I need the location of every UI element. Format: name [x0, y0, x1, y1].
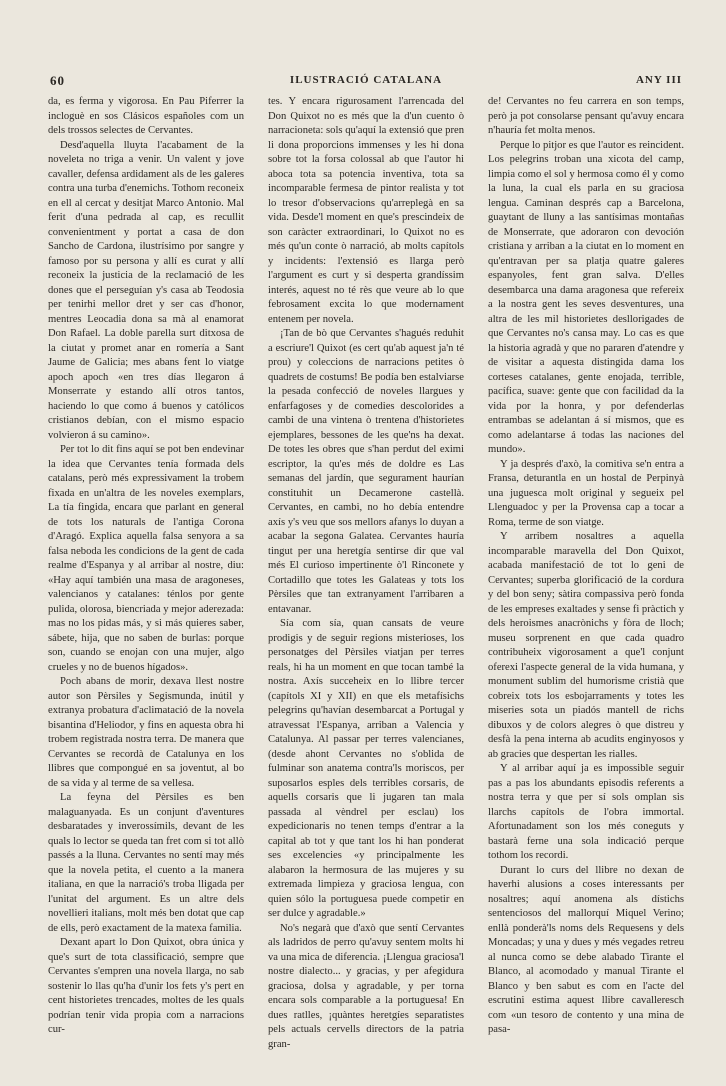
- paragraph: Desd'aquella lluyta l'acabament de la noveleta no triga a venir. Un valent y jove cavaller, defensa ardidament als de les galeres contra una turba d'enemichs. Tothom reconeix en ell al cercat y desitjat Marco Antonio. Mal ferit d'una pedrada al cap, es recullit convenientment y portat a casa de don Sancho de Cardona, ilustrísimo por sangre y famoso por su persona y allí es curat y allí reconeix la justicia de la reclamació de les dones que el perseguían y's casa ab Teodosia per tenirhi mellor dret y ser cas d'honor, mentres Leocadia dona sa mà al enamorat Don Rafael. La doble parella surt ditxosa de la ciutat y promet anar en romería a Sant Jaume de Galicia; mes abans fent lo viatge apoch apoch «en tres días llegaron á Monserrate y estando allí otros tantos, haciendo lo que como á buenos y católicos cristianos debían, con el mismo espacio volvieron á su camino».: [48, 139, 244, 441]
- paragraph: Dexant apart lo Don Quixot, obra única y que's surt de tota classificació, sempre que Cervantes s'empren una novela llarga, no sab sostenir lo llas qu'ha d'unir los fets y's pert en cent historietes trencades, moltes de les quals podrían tenir vida propia com a narracions cur-: [48, 937, 244, 1035]
- volume-year: ANY III: [635, 74, 682, 86]
- paragraph: Poch abans de morir, dexava llest nostre autor son Pèrsiles y Segismunda, inútil y extranya probatura d'aclimatació de la novela bisantina d'Heliodor, y fins en aquesta obra hi trobem registrada nostra terra. De manera que Cervantes se recordà de Catalunya en los llibres que compongué en sa joventut, al bo de sa vida y al terme de sa vellesa.: [48, 676, 244, 789]
- paragraph: Sía com sía, quan cansats de veure prodigis y de seguir regions misterioses, los personatges del Pèrsiles viatjan per terres reals, hi ha un moment en que tocan també la nostra. Axís succeheix en lo llibre tercer (capítols XI y XII) en que els metafísichs pelegrins qu'havían desembarcat a Portugal y atravessat l'Espanya, arriban a Valencia y Catalunya. Al passar per terres valencianes, (desde ahont Cervantes no s'oblida de fulminar son anatema contra'ls moriscos, per suposarlos esples dels terribles corsaris, de aquells corsaris que li jugaren tan mala passada al vèndrel per esclau) los expedicionaris no tenen temps d'entrar a la capital ab tot y que tant los hi han ponderat ses excelencies «y principalmente les alabaron la hermosura de las mujeres y su extremada limpieza y graciosa lengua, con quien sólo la portuguesa puede competir en ser dulce y agradable.»: [268, 618, 464, 919]
- column-right: [488, 95, 684, 1070]
- page-number: 60: [50, 73, 65, 88]
- paragraph: Perque lo pitjor es que l'autor es reincident. Los pelegrins troban una xicota del camp, limpia como el sol y hermosa como él y como la luna, la cual els parla en su graciosa lengua. Caminan després cap a Barcelona, guaytant de lluny a las santísimas montañas de Monserrate, que adoraron con devoción cristiana y arriban a la ciutat en lo moment en qu'entravan per sa platja quatre galeres espanyoles, fent gran salva. D'elles desembarca una dama aragonesa que refereix a la nostra gent les seves desventures, una altra de les mil historietes desllorigades de que Cervantes no's cansa may. Lo cas es que la historia agradà y que no pararen d'atendre y de visitar a aquesta distingida dama los corteses catalanes, gente enojada, terrible, pacífica, suave: gente que con facilidad da la vida por la honra, y por defenderlas entrambas se adelantan á sí mismos, que es como adelantarse á todas las naciones del mundo».: [488, 139, 684, 455]
- paragraph: Durant lo curs del llibre no dexan de haverhi alusions a coses interessants per nosaltres; aquí anomena als dístichs sentenciosos del mallorquí Miquel Verino; enllà ponderà'ls noms dels Requesens y dels Moncadas; y una y dues y més vegades retreu al nunca como se debe alabado Tirante el Blanco, al acomodado y manual Tirante el Blanco y ben sabut es com en l'acte del escrutini estima aquest llibre cavalleresch com «un tesoro de contento y una mina de pasa-: [488, 864, 684, 1035]
- publication-title: ILUSTRACIÓ CATALANA: [289, 74, 443, 86]
- paragraph: Y arribem nosaltres a aquella incomparable maravella del Don Quixot, acabada manifestació de tot lo geni de Cervantes; superba glorificació de la cordura y del bon seny; sàtira compassiva però fonda de les empreses exaltades y sense fi pràctich y dels heroismes anacrònichs y fòra de lloch; museu sorprenent en que cada quadro contribuheix vigorosament a que'l conjunt oferexi l'aspecte general de la vida humana, y monument sublim del humorisme cristià que cobreix tots los esbojarraments y totes les miseries sota un piadós mantell de richs dibuxos y de colors alegres ò que distreu y desfà la pena interna ab acudits enginyosos y ab gracies que despertan les rialles.: [488, 531, 684, 760]
- paragraph: Per tot lo dit fins aquí se pot ben endevinar la idea que Cervantes tenía formada dels catalans, però més expressivament la trobem fixada en un'altra de les noveles exemplars, La tía fingida, encara que parlant en general de tots los naturals de l'antiga Corona d'Aragó. Explica aquella falsa senyora a sa falsa neboda les condicions de la gent de cada realme d'Espanya y al arribar al nostre, diu: «Hay aquí también una masa de aragoneses, valencianos y catalanes: ténlos por gente pulida, olorosa, biencriada y mejor aderezada: mas no los pidas más, y si más quieres saber, sábete, hija, que no saben de burlas: porque son, cuando se enojan con una mujer, algo crueles y no de buenos hígados».: [48, 444, 244, 673]
- paragraph: No's negarà que d'axò que sentí Cervantes als ladridos de perro qu'avuy sentem molts hi va una mica de diferencia. ¡Llengua graciosa'l nostre dialecto... y gracias, y per afegidura graciosa, dolsa y agradable, y per torna encara sols comparable a la portuguesa! En dues ratlles, ¡quàntes heretgíes separatistes pels actuals cervells directors de la patria gran-: [268, 922, 464, 1050]
- running-header: [50, 73, 682, 89]
- paragraph: da, es ferma y vigorosa. En Pau Piferrer la incloguè en sos Clásicos españoles com un dels trossos selectes de Cervantes.: [48, 96, 244, 136]
- paragraph: La feyna del Pèrsiles es ben malaguanyada. Es un conjunt d'aventures desbaratades y inverossímils, devant de les quals lo lector se queda tan fret com si tot allò passés a la lluna. Cervantes no sentí may més que la novela petita, el cuento a la manera italiana, en que la narració's troba lligada per l'unitat del argument. Es un altre dels novellieri italians, molt més ben dotat que cap de ells, però exactament de la matexa familia.: [48, 792, 244, 934]
- column-left: [48, 95, 244, 1070]
- paragraph: tes. Y encara rigurosament l'arrencada del Don Quixot no es més que la d'un cuento ò narracioneta: sols qu'aquí la extensió que pren li dona proporcions immenses y les hi dona sobre tot la forsa colossal ab que l'autor hi aboca tota sa potencia inventiva, tota sa incomparable fermesa de pintor realista y tot lo tresor d'observacions qu'arreplegà en sa vida. Desde'l moment en que's prescindeix de son caràcter extraordinari, lo Quixot no es més qu'un conte ò narració, ab molts capítols y incidents: l'extensió es llarga però l'argument es curt y si desperta grandíssim interés, aquest no té rès que veure ab lo que febrosament excita lo que modernament entenem per novela.: [268, 96, 464, 325]
- text-columns: [48, 95, 684, 1070]
- column-middle: [268, 95, 464, 1070]
- paragraph: Y ja després d'axò, la comitiva se'n entra a Fransa, deturantla en un hostal de Perpinyà una juguesca molt original y segueix pel Llenguadoc y per la Provensa cap a tocar a Roma, terme de son viatge.: [488, 458, 684, 528]
- paragraph: de! Cervantes no feu carrera en son temps, però ja pot consolarse pensant qu'avuy encara n'hauría fet molta menos.: [488, 96, 684, 136]
- paragraph: Y al arribar aquí ja es impossible seguir pas a pas los abundants episodis referents a nostra terra y que per sí sols omplan sis llarchs capítols de l'obra immortal. Afortunadament son los més coneguts y bastarà ferne una sola indicació perque tothom los recordi.: [488, 763, 684, 861]
- paragraph: ¡Tan de bò que Cervantes s'hagués reduhit a escriure'l Quixot (es cert qu'ab aquest ja'n té prou) y coleccions de narracions petites ò quadrets de costums! Be podía ben estalviarse la pesada confecció de noveles llargues y enfarfagoses y de comedies descolorides a cambi de una vintena ò trentena d'historietes ejemplares, bessones de les que'ns ha dexat. De totes les obres que s'han perdut del eximi escriptor, la qu'es més de doldre es Las semanas del jardín, que segurament haurían constituhit un Decamerone castellà. Cervantes, en cambi, no ho debía entendre axís y's veu que sos mellors afanys lo duyan a acabar la segona Galatea. Cervantes hauría tingut per una heretgía sentirse dir que val més El curioso impertinente ò'l Rinconete y Cortadillo que totes les Galateas y tots los Pèrsiles que tan extranyament l'arribaren a entavanar.: [268, 328, 464, 615]
